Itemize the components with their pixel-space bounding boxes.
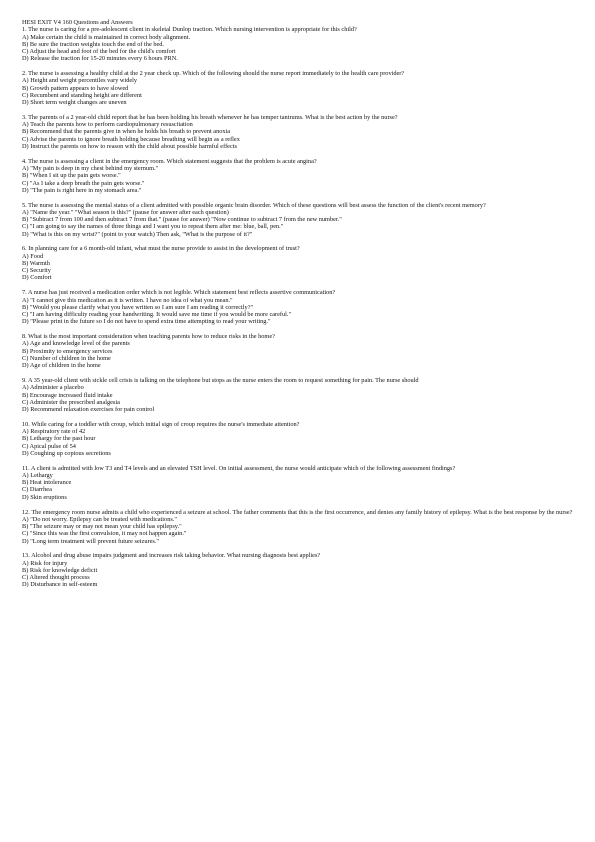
answer-option: D) Short term weight changes are uneven [22, 99, 127, 107]
question-block [22, 158, 577, 194]
answer-option: C) "As I take a deep breath the pain gets worse." [22, 179, 145, 187]
question-text: 2. The nurse is assessing a healthy child at the 2 year check up. Which of the following should the nurse report immediately to the health care provider? [22, 70, 405, 78]
document-title: HESI EXIT V4 160 Questions and Answers [22, 19, 133, 26]
answer-option: B) "Would you please clarify what you have written so I am sure I am reading it correctly?" [22, 303, 254, 311]
answer-option: A) "Do not worry. Epilepsy can be treated with medications." [22, 515, 177, 523]
question-text: 8. What is the most important consideration when teaching parents how to reduce risks in the home? [22, 333, 275, 341]
answer-option: A) Height and weight percentiles vary widely [22, 77, 138, 85]
answer-option: D) "The pain is right here in my stomach area." [22, 186, 142, 194]
answer-option: D) Skin eruptions [22, 493, 67, 501]
question-text: 3. The parents of a 2 year-old child report that he has been holding his breath whenever he has temper tantrums. What is the best action by the nurse? [22, 113, 398, 121]
answer-option: C) Advise the parents to ignore breath holding because breathing will begin as a reflex [22, 135, 240, 143]
answer-option: A) Lethargy [22, 471, 53, 479]
answer-option: B) Warmth [22, 259, 50, 267]
question-block [22, 202, 577, 238]
answer-option: C) Recumbent and standing height are different [22, 91, 142, 99]
answer-option: D) Comfort [22, 274, 52, 282]
answer-option: C) "I am having difficulty reading your handwriting. It would save me time if you would be more careful." [22, 311, 292, 319]
question-text: 7. A nurse has just received a medication order which is not legible. Which statement best reflects assertive communication? [22, 289, 336, 297]
question-block [22, 509, 577, 545]
answer-option: A) Food [22, 252, 44, 260]
question-text: 10. While caring for a toddler with croup, which initial sign of croup requires the nurse's immediate attention? [22, 420, 300, 428]
question-text: 13. Alcohol and drug abuse impairs judgment and increases risk taking behavior. What nursing diagnosis best applies? [22, 552, 321, 560]
answer-option: C) Altered thought process [22, 574, 90, 582]
question-text: 9. A 35 year-old client with sickle cell crisis is talking on the telephone but stops as the nurse enters the room to request something for pain. The nurse should [22, 377, 419, 384]
answer-option: C) Security [22, 267, 51, 275]
answer-option: B) Risk for knowledge deficit [22, 566, 98, 574]
answer-option: C) Apical pulse of 54 [22, 442, 76, 450]
answer-option: B) Encourage increased fluid intake [22, 391, 113, 399]
question-block [22, 26, 577, 62]
answer-option: C) Adjust the head and foot of the bed for the child's comfort [22, 48, 176, 55]
answer-option: A) "My pain is deep in my chest behind my sternum." [22, 165, 159, 173]
answer-option: D) "What is this on my wrist?" (point to your watch) Then ask, "What is the purpose of it?" [22, 230, 253, 238]
answer-option: D) Age of children in the home [22, 362, 101, 370]
question-block [22, 289, 577, 325]
answer-option: A) Administer a placebo [22, 384, 84, 392]
answer-option: C) "I am going to say the names of three things and I want you to repeat them after me: blue, ball, pen." [22, 223, 284, 231]
answer-option: D) Recommend relaxation exercises for pain control [22, 406, 155, 413]
question-text: 11. A client is admitted with low T3 and T4 levels and an elevated TSH level. On initial assessment, the nurse would anticipate which of the following assessment findings? [22, 464, 456, 472]
answer-option: C) "Since this was the first convulsion, it may not happen again." [22, 530, 187, 538]
question-block [22, 70, 577, 106]
answer-option: A) "I cannot give this medication as it is written. I have no idea of what you mean." [22, 296, 233, 304]
question-block [22, 421, 577, 457]
answer-option: A) Make certain the child is maintained in correct body alignment. [22, 33, 191, 41]
answer-option: B) Be sure the traction weights touch the end of the bed. [22, 40, 164, 48]
answer-option: B) "When I sit up the pain gets worse." [22, 172, 121, 180]
answer-option: B) "Subtract 7 from 100 and then subtract 7 from that." (pause for answer) "Now continue to subtract 7 from the new number." [22, 216, 342, 224]
answer-option: A) Teach the parents how to perform cardiopulmonary resuscitation [22, 121, 193, 129]
question-block [22, 552, 577, 588]
question-text: 5. The nurse is assessing the mental status of a client admitted with possible organic brain disorder. Which of these questions will best assess the function of the client's recent memory? [22, 201, 486, 209]
question-block [22, 333, 577, 369]
question-block [22, 114, 577, 150]
question-text: 4. The nurse is assessing a client in the emergency room. Which statement suggests that the problem is acute angina? [22, 157, 317, 165]
question-block [22, 245, 577, 281]
answer-option: B) Growth pattern appears to have slowed [22, 84, 129, 92]
answer-option: D) "Please print in the future so I do not have to spend extra time attempting to read your writing." [22, 318, 271, 326]
answer-option: B) "The seizure may or may not mean your child has epilepsy." [22, 523, 182, 531]
answer-option: D) "Long term treatment will prevent future seizures." [22, 537, 159, 545]
answer-option: C) Number of children in the home [22, 354, 111, 362]
question-block [22, 377, 577, 413]
answer-option: C) Diarrhea [22, 486, 52, 494]
question-list [22, 26, 577, 588]
answer-option: B) Proximity to emergency services [22, 347, 113, 355]
question-text: 1. The nurse is caring for a pre-adolescent client in skeletal Dunlop traction. Which nursing intervention is appropriate for this child? [22, 26, 357, 34]
answer-option: A) "Name the year." "What season is this?" (pause for answer after each question) [22, 208, 229, 216]
question-block [22, 465, 577, 501]
question-text: 12. The emergency room nurse admits a child who experienced a seizure at school. The father comments that this is the first occurrence, and denies any family history of epilepsy. What is the best response by the nurse? [22, 508, 573, 516]
answer-option: B) Lethargy for the past hour [22, 435, 96, 443]
answer-option: A) Risk for injury [22, 559, 68, 567]
question-text: 6. In planning care for a 6 month-old infant, what must the nurse provide to assist in the development of trust? [22, 245, 300, 253]
answer-option: A) Respiratory rate of 42 [22, 428, 86, 436]
answer-option: A) Age and knowledge level of the parents [22, 340, 130, 348]
answer-option: D) Disturbance in self-esteem [22, 581, 98, 589]
answer-option: B) Recommend that the parents give in when he holds his breath to prevent anoxia [22, 128, 231, 136]
answer-option: C) Administer the prescribed analgesia [22, 398, 120, 406]
answer-option: D) Instruct the parents on how to reason with the child about possible harmful effects [22, 142, 237, 150]
answer-option: D) Release the traction for 15-20 minutes every 6 hours PRN. [22, 55, 178, 63]
answer-option: B) Heat intolerance [22, 479, 72, 487]
answer-option: D) Coughing up copious secretions [22, 449, 111, 457]
